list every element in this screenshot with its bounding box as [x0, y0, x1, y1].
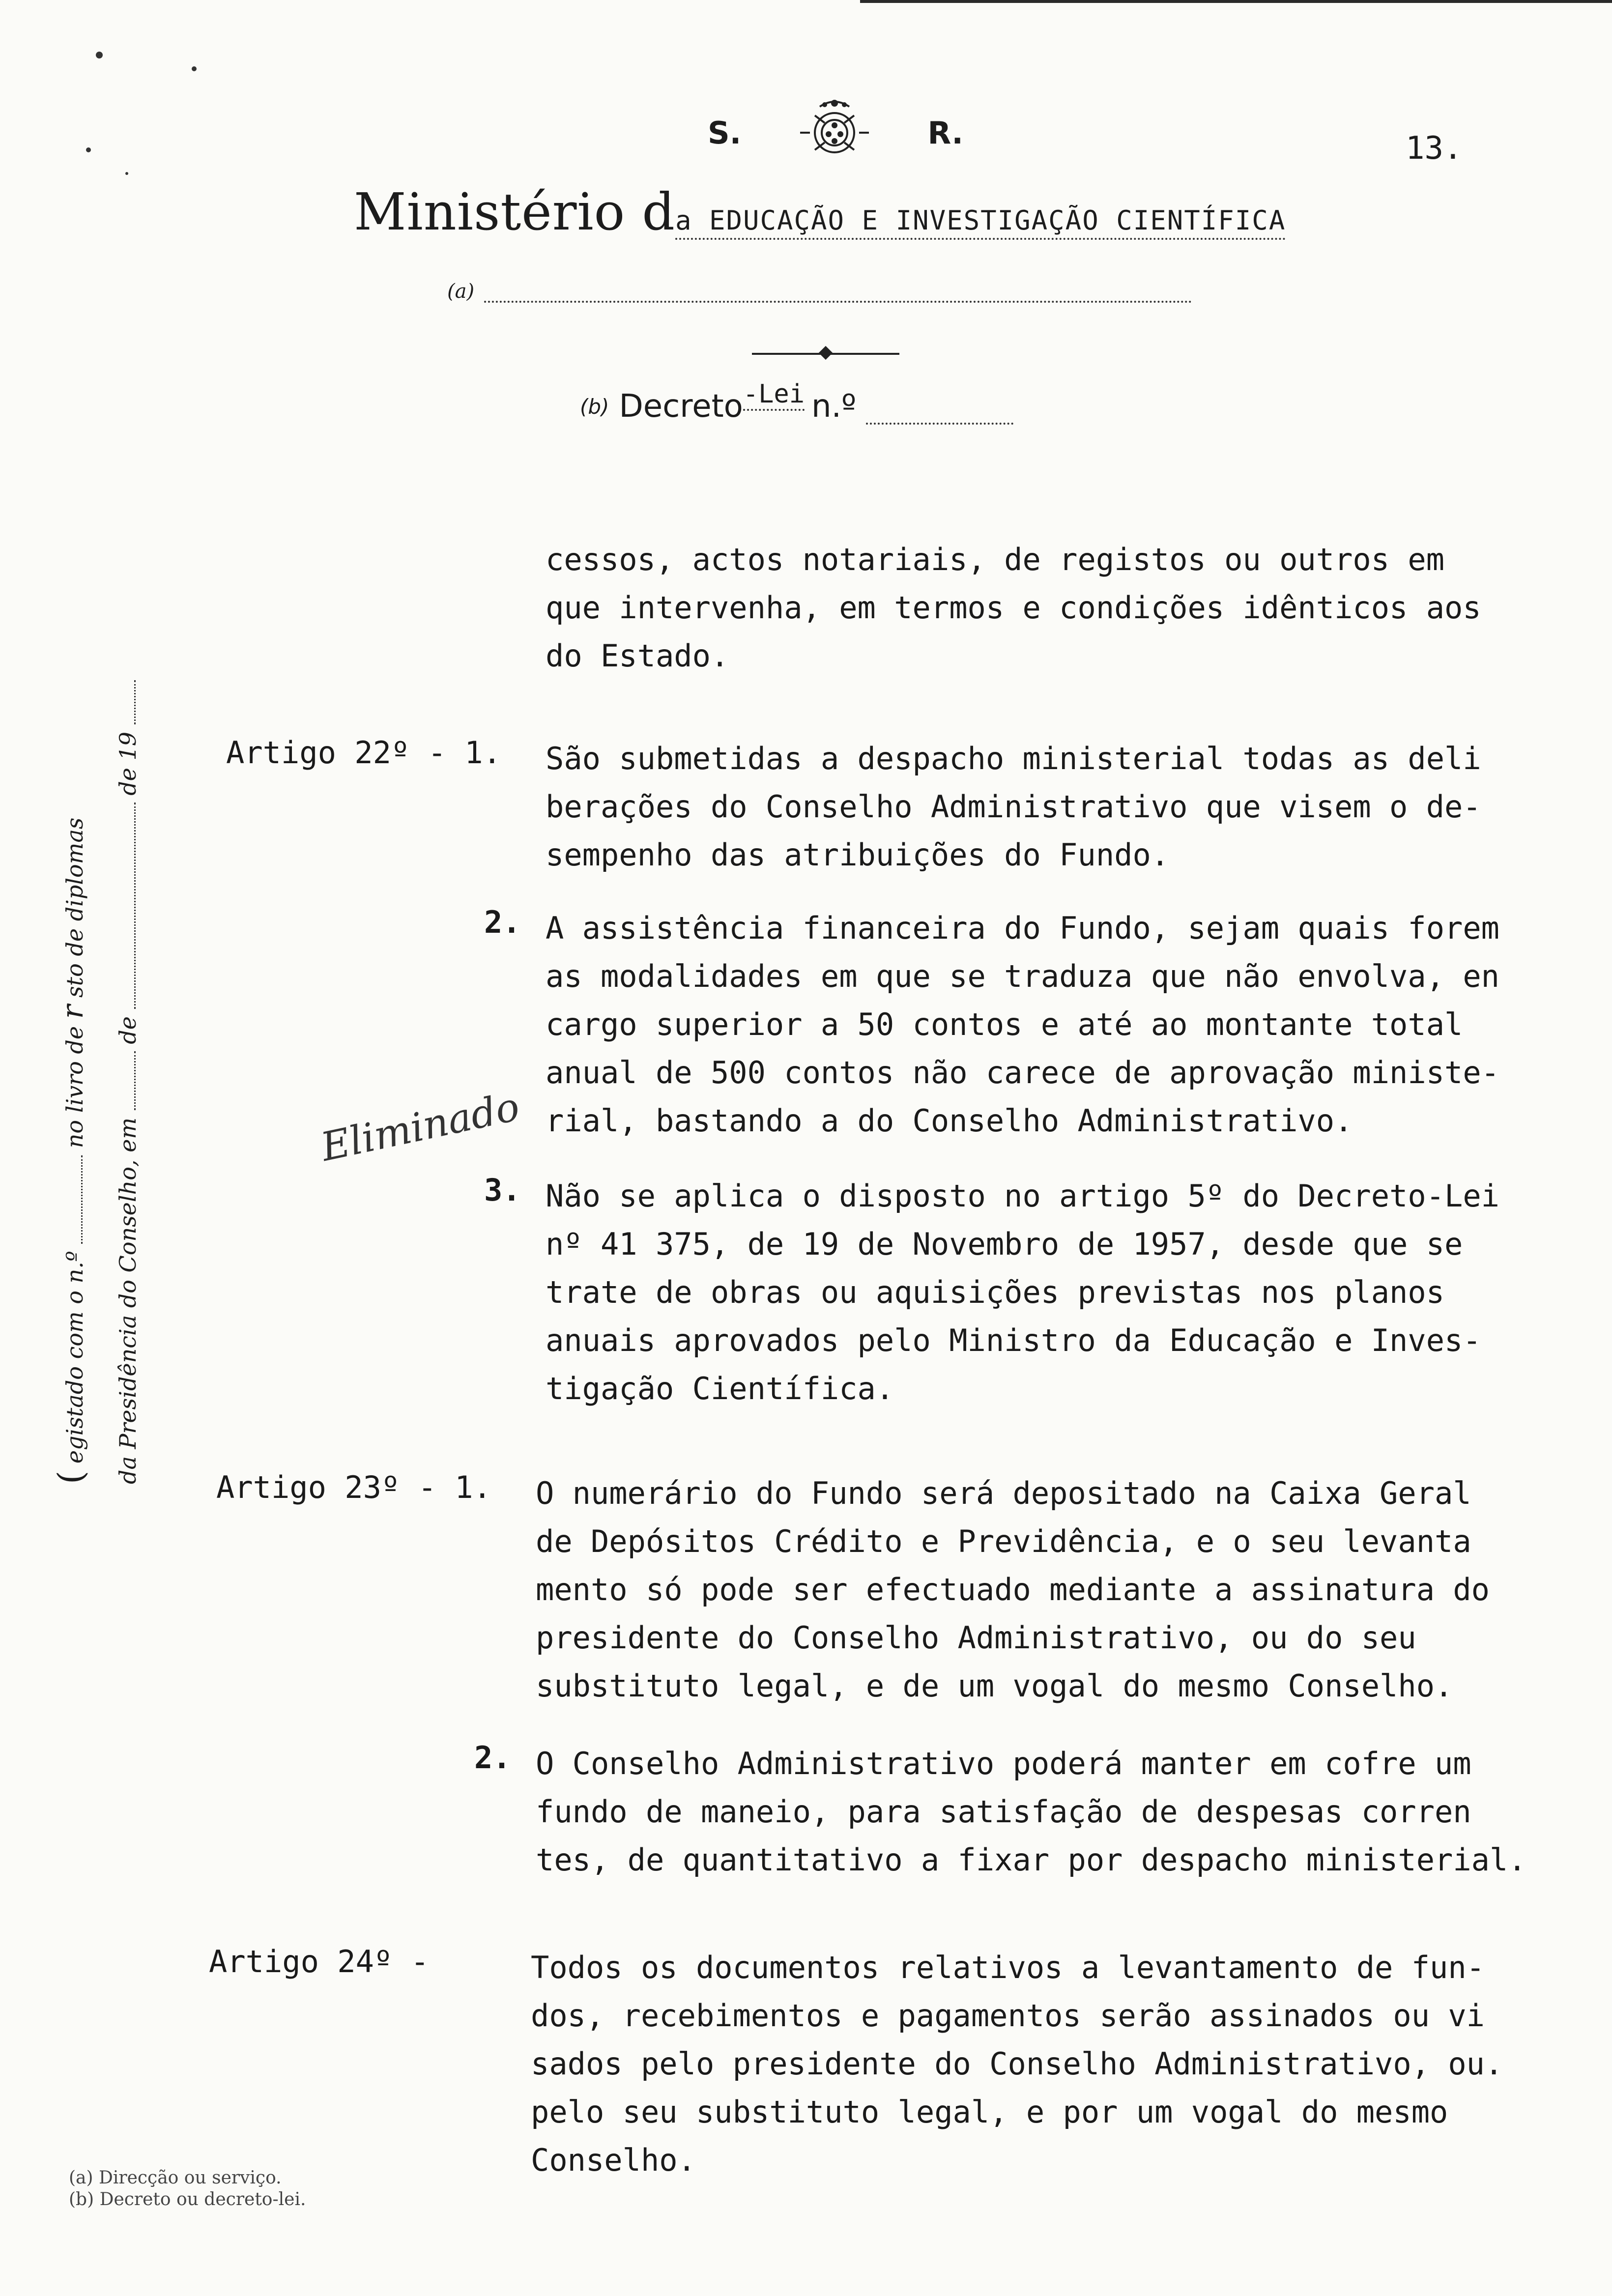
- article-22-paragraph-2: A assistência financeira do Fundo, sejam quais forem as modalidades em que se traduza que não envolva, en cargo superior a 50 contos e até ao montante total anual de 500 contos não carece de aprovação ministe- rial, bastando a do Conselho Administrativo.: [546, 910, 1500, 1139]
- decree-superscript: -Lei: [743, 379, 805, 411]
- decree-marker: (b): [580, 394, 609, 419]
- page-number: 13.: [1406, 130, 1463, 167]
- article-23-label: Artigo 23º - 1.: [216, 1469, 491, 1505]
- footnotes: [69, 2167, 306, 2210]
- field-a-label: (a): [447, 280, 475, 303]
- coat-of-arms-icon: [790, 96, 879, 170]
- side-note-line-1: ( egistado com o n.º no livro de r sto de diplomas: [51, 817, 91, 1484]
- header-letter-r: R.: [927, 115, 963, 151]
- article-23-paragraph-1: O numerário do Fundo será depositado na Caixa Geral de Depósitos Crédito e Previdência, e o seu levanta mento só pode ser efectuado mediante a assinatura do presidente do Conselho Administrativo, ou do seu substituto legal, e de um vogal do mesmo Conselho.: [536, 1475, 1490, 1704]
- field-a-dotted-line: [484, 286, 1192, 303]
- article-22-label: Artigo 22º - 1.: [226, 735, 501, 771]
- article-22-item-3-number: 3.: [484, 1172, 521, 1208]
- handwritten-annotation: Eliminado: [317, 1083, 523, 1170]
- side-note-line-2: da Presidência do Conselho, em de de 19: [101, 680, 154, 1484]
- footnote-a: (a) Direcção ou serviço.: [69, 2168, 282, 2188]
- article-22-item-2-number: 2.: [484, 904, 521, 940]
- article-23-item-2-number: 2.: [474, 1740, 511, 1776]
- article-22-paragraph-3: Não se aplica o disposto no artigo 5º do Decreto-Lei nº 41 375, de 19 de Novembro de 1957, desde que se trate de obras ou aquisições previstas nos planos anuais aprovados pelo Ministro da Educação e Inves- tigação Científica.: [546, 1178, 1500, 1406]
- article-22-paragraph-1: São submetidas a despacho ministerial todas as deli berações do Conselho Administrativo que visem o de- sempenho das atribuições do Fundo.: [546, 741, 1481, 873]
- decree-number-label: n.º: [811, 388, 857, 425]
- field-a-line: [447, 280, 1192, 303]
- ministry-name: a EDUCAÇÃO E INVESTIGAÇÃO CIENTÍFICA: [675, 205, 1286, 240]
- ink-speck: [86, 147, 91, 152]
- ink-speck: [96, 52, 103, 58]
- ink-speck: [192, 66, 197, 71]
- header-initials: [708, 98, 963, 167]
- intro-paragraph: cessos, actos notariais, de registos ou outros em que intervenha, em termos e condições idênticos aos do Estado.: [546, 542, 1481, 674]
- header-letter-s: S.: [708, 115, 742, 151]
- decree-line: [580, 379, 1013, 425]
- top-border-line: [860, 0, 1612, 3]
- decree-label: Decreto: [619, 388, 743, 425]
- footnote-b: (b) Decreto ou decreto-lei.: [69, 2189, 306, 2210]
- article-23-paragraph-2: O Conselho Administrativo poderá manter em cofre um fundo de maneio, para satisfação de despesas corren tes, de quantitativo a fixar por despacho ministerial.: [536, 1746, 1526, 1878]
- ministry-prefix: Ministério d: [354, 182, 675, 242]
- ministry-title: [354, 182, 1286, 242]
- decree-number-dotted-line: [866, 408, 1013, 425]
- divider-diamond-icon: [819, 346, 833, 360]
- side-registration-note: [44, 680, 154, 1484]
- ink-speck: [125, 172, 128, 175]
- article-24-paragraph-1: Todos os documentos relativos a levantamento de fun- dos, recebimentos e pagamentos serão assinados ou vi sados pelo presidente do Conselho Administrativo, ou. pelo seu substituto legal, e por um vogal do mesmo Conselho.: [531, 1950, 1503, 2178]
- article-24-label: Artigo 24º -: [209, 1944, 429, 1980]
